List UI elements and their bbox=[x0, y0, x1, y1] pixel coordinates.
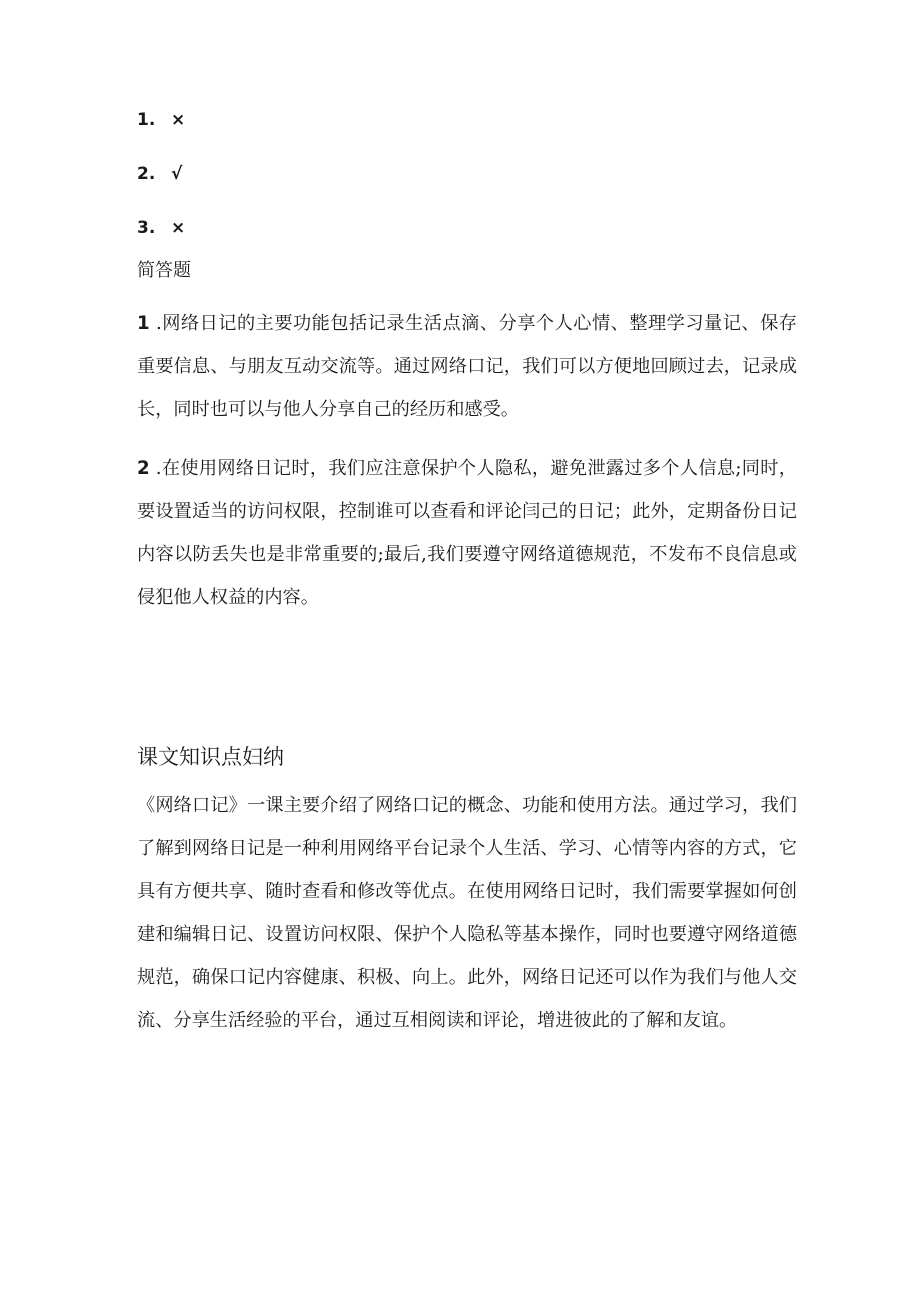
answer-text: .在使用网络日记时，我们应注意保护个人隐私，避免泄露过多个人信息;同时，要设置适当的访问权限，控制谁可以查看和评论闫己的日记；此外，定期备份日记内容以防丢失也是非常重要的;最后,我们要遵守网络道德规范，不发布不良信息或侵犯他人权益的内容。 bbox=[137, 458, 797, 608]
short-answer-1 bbox=[137, 302, 797, 431]
judgement-number: 3. bbox=[137, 218, 156, 238]
judgement-mark: × bbox=[171, 110, 186, 130]
answer-text: .网络日记的主要功能包括记录生活点滴、分享个人心情、整理学习量记、保存重要信息、与朋友互动交流等。通过网络口记，我们可以方便地回顾过去，记录成长，同时也可以与他人分享自己的经历和感受。 bbox=[137, 313, 797, 420]
short-answer-heading: 简答题 bbox=[137, 260, 191, 281]
answer-number: 1 bbox=[137, 313, 150, 334]
judgement-mark: √ bbox=[171, 164, 183, 184]
judgement-item-1 bbox=[137, 110, 185, 130]
judgement-item-2 bbox=[137, 164, 182, 184]
judgement-item-3 bbox=[137, 218, 185, 238]
summary-paragraph: 《网络口记》一课主要介绍了网络口记的概念、功能和使用方法。通过学习，我们了解到网络日记是一种利用网络平台记录个人生活、学习、心情等内容的方式，它具有方便共享、随时查看和修改等优点。在使用网络日记时，我们需要掌握如何创建和编辑日记、设置访问权限、保护个人隐私等基本操作，同时也要遵守网络道德规范，确保口记内容健康、积极、向上。此外，网络日记还可以作为我们与他人交流、分享生活经验的平台，通过互相阅读和评论，增进彼此的了解和友谊。 bbox=[137, 795, 797, 1031]
short-answer-2 bbox=[137, 447, 797, 619]
summary-heading: 课文知识点妇纳 bbox=[137, 745, 284, 769]
judgement-number: 1. bbox=[137, 110, 156, 130]
judgement-mark: × bbox=[171, 218, 186, 238]
answer-number: 2 bbox=[137, 458, 150, 479]
judgement-number: 2. bbox=[137, 164, 156, 184]
